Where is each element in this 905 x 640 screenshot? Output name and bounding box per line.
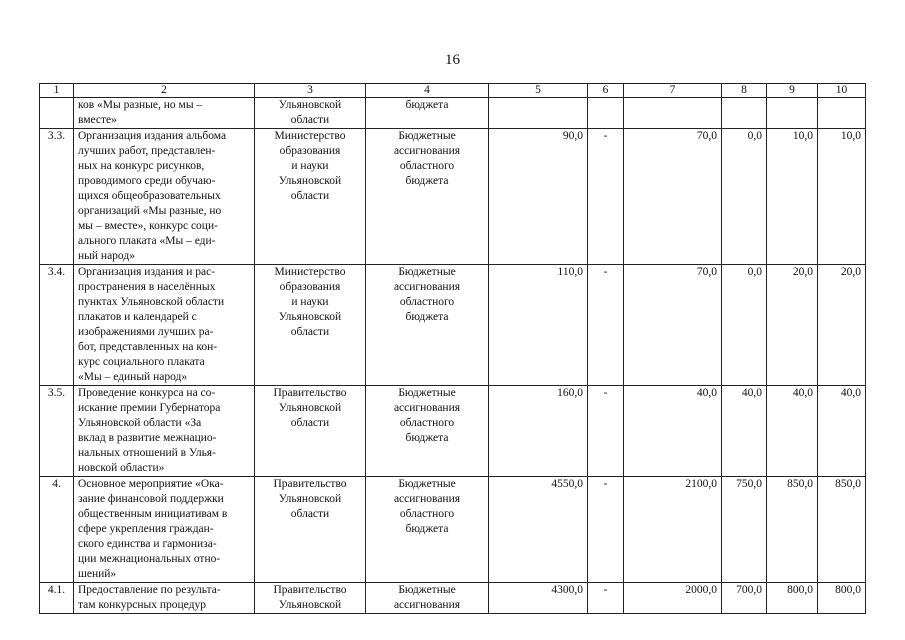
column-header: 9 <box>767 84 818 98</box>
row-number: 3.3. <box>40 129 74 265</box>
table-row <box>40 477 866 583</box>
row-number: 3.5. <box>40 386 74 477</box>
year-amount: - <box>588 265 624 386</box>
row-number <box>40 98 74 129</box>
activity-description: Организация издания и рас- пространения в населённых пунктах Ульяновской области плакатов и календарей с изображениями лучших ра- бот, представленных на кон- курс социального плаката «Мы – единый народ» <box>74 265 255 386</box>
year-amount <box>588 98 624 129</box>
year-amount: 20,0 <box>767 265 818 386</box>
year-amount: - <box>588 386 624 477</box>
total-amount: 4550,0 <box>489 477 588 583</box>
activity-description: Проведение конкурса на со- искание премии Губернатора Ульяновской области «За вклад в развитие межнацио- нальных отношений в Улья- новской области» <box>74 386 255 477</box>
year-amount: 10,0 <box>818 129 866 265</box>
row-number: 4.1. <box>40 583 74 614</box>
year-amount: 40,0 <box>722 386 767 477</box>
year-amount <box>767 98 818 129</box>
executor-cell: Министерство образования и науки Ульяновской области <box>255 265 366 386</box>
year-amount: - <box>588 129 624 265</box>
column-header: 1 <box>40 84 74 98</box>
row-number: 4. <box>40 477 74 583</box>
total-amount: 4300,0 <box>489 583 588 614</box>
year-amount: 850,0 <box>818 477 866 583</box>
year-amount: 40,0 <box>818 386 866 477</box>
year-amount: 0,0 <box>722 265 767 386</box>
total-amount: 160,0 <box>489 386 588 477</box>
year-amount: 2100,0 <box>624 477 722 583</box>
funding-source-cell: Бюджетные ассигнования <box>366 583 489 614</box>
year-amount <box>624 98 722 129</box>
column-header: 10 <box>818 84 866 98</box>
year-amount: 70,0 <box>624 129 722 265</box>
year-amount: 2000,0 <box>624 583 722 614</box>
table-row <box>40 129 866 265</box>
funding-source-cell: Бюджетные ассигнования областного бюджета <box>366 129 489 265</box>
funding-source-cell: бюджета <box>366 98 489 129</box>
activity-description: Основное мероприятие «Ока- зание финансовой поддержки общественным инициативам в сфере укрепления граждан- ского единства и гармониза- ции межнациональных отно- шений» <box>74 477 255 583</box>
year-amount: 800,0 <box>767 583 818 614</box>
executor-cell: Правительство Ульяновской области <box>255 386 366 477</box>
column-header: 3 <box>255 84 366 98</box>
funding-source-cell: Бюджетные ассигнования областного бюджета <box>366 477 489 583</box>
year-amount: 40,0 <box>624 386 722 477</box>
year-amount: 700,0 <box>722 583 767 614</box>
executor-cell: Ульяновской области <box>255 98 366 129</box>
table-row <box>40 265 866 386</box>
year-amount: 800,0 <box>818 583 866 614</box>
column-header: 8 <box>722 84 767 98</box>
year-amount: - <box>588 477 624 583</box>
column-header: 4 <box>366 84 489 98</box>
year-amount: 0,0 <box>722 129 767 265</box>
year-amount: 750,0 <box>722 477 767 583</box>
page-number: 16 <box>445 52 460 68</box>
funding-source-cell: Бюджетные ассигнования областного бюджета <box>366 265 489 386</box>
year-amount: 10,0 <box>767 129 818 265</box>
year-amount: - <box>588 583 624 614</box>
year-amount <box>722 98 767 129</box>
year-amount: 850,0 <box>767 477 818 583</box>
column-header: 6 <box>588 84 624 98</box>
table-row <box>40 386 866 477</box>
table-row <box>40 98 866 129</box>
row-number: 3.4. <box>40 265 74 386</box>
funding-source-cell: Бюджетные ассигнования областного бюджета <box>366 386 489 477</box>
table-row <box>40 583 866 614</box>
executor-cell: Правительство Ульяновской области <box>255 477 366 583</box>
year-amount: 20,0 <box>818 265 866 386</box>
year-amount: 70,0 <box>624 265 722 386</box>
activity-description: Организация издания альбома лучших работ, представлен- ных на конкурс рисунков, проводимого среди обучаю- щихся общеобразовательных организаций «Мы разные, но мы – вместе», конкурс соци- ального плаката «Мы – еди- ный народ» <box>74 129 255 265</box>
column-number-row <box>40 84 866 98</box>
total-amount: 90,0 <box>489 129 588 265</box>
activity-description: Предоставление по результа- там конкурсных процедур <box>74 583 255 614</box>
year-amount <box>818 98 866 129</box>
total-amount <box>489 98 588 129</box>
executor-cell: Министерство образования и науки Ульяновской области <box>255 129 366 265</box>
column-header: 7 <box>624 84 722 98</box>
activity-description: ков «Мы разные, но мы – вместе» <box>74 98 255 129</box>
total-amount: 110,0 <box>489 265 588 386</box>
executor-cell: Правительство Ульяновской <box>255 583 366 614</box>
column-header: 2 <box>74 84 255 98</box>
program-table <box>39 83 866 614</box>
column-header: 5 <box>489 84 588 98</box>
year-amount: 40,0 <box>767 386 818 477</box>
